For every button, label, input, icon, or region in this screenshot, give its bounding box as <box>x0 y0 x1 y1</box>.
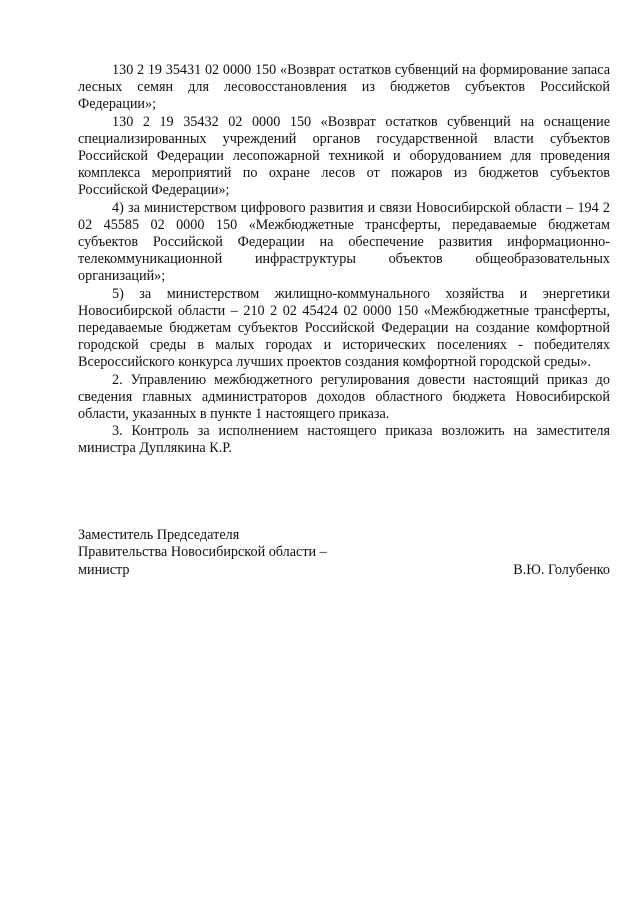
paragraph-item-3: 3. Контроль за исполнением настоящего приказа возложить на заместителя министра Дуплякина К.Р. <box>78 423 610 457</box>
paragraph-item-2: 2. Управлению межбюджетного регулирования довести настоящий приказ до сведения главных администраторов доходов областного бюджета Новосибирской области, указанных в пункте 1 настоящего приказа. <box>78 371 610 423</box>
signatory-name: В.Ю. Голубенко <box>513 561 610 578</box>
paragraph-refund-seeds: 130 2 19 35431 02 0000 150 «Возврат остатков субвенций на формирование запаса лесных семян для лесовосстановления из бюджетов субъектов Российской Федерации»; <box>78 62 610 113</box>
document-body <box>78 62 610 458</box>
paragraph-digital-ministry: 4) за министерством цифрового развития и связи Новосибирской области – 194 2 02 45585 02 0000 150 «Межбюджетные трансферты, передаваемые бюджетам субъектов Российской Федерации на обеспечение развития информационно-телекоммуникационной инфраструктуры объектов общеобразовательных организаций»; <box>78 199 610 285</box>
signatory-title-line-3: министр <box>78 561 130 578</box>
signatory-title-line-1: Заместитель Председателя <box>78 527 240 543</box>
signatory-title-line-2: Правительства Новосибирской области – <box>78 544 327 561</box>
paragraph-refund-fire-equipment: 130 2 19 35432 02 0000 150 «Возврат остатков субвенций на оснащение специализированных учреждений органов государственной власти субъектов Российской Федерации лесопожарной техникой и оборудованием для проведения комплекса мероприятий по охране лесов от пожаров из бюджетов субъектов Российской Федерации»; <box>78 113 610 199</box>
signature-block <box>78 527 610 579</box>
signatory-final-line <box>78 562 610 579</box>
paragraph-housing-ministry: 5) за министерством жилищно-коммунального хозяйства и энергетики Новосибирской области – 210 2 02 45424 02 0000 150 «Межбюджетные трансферты, передаваемые бюджетам субъектов Российской Федерации на создание комфортной городской среды в малых городах и исторических поселениях - победителях Всероссийского конкурса лучших проектов создания комфортной городской среды». <box>78 285 610 371</box>
